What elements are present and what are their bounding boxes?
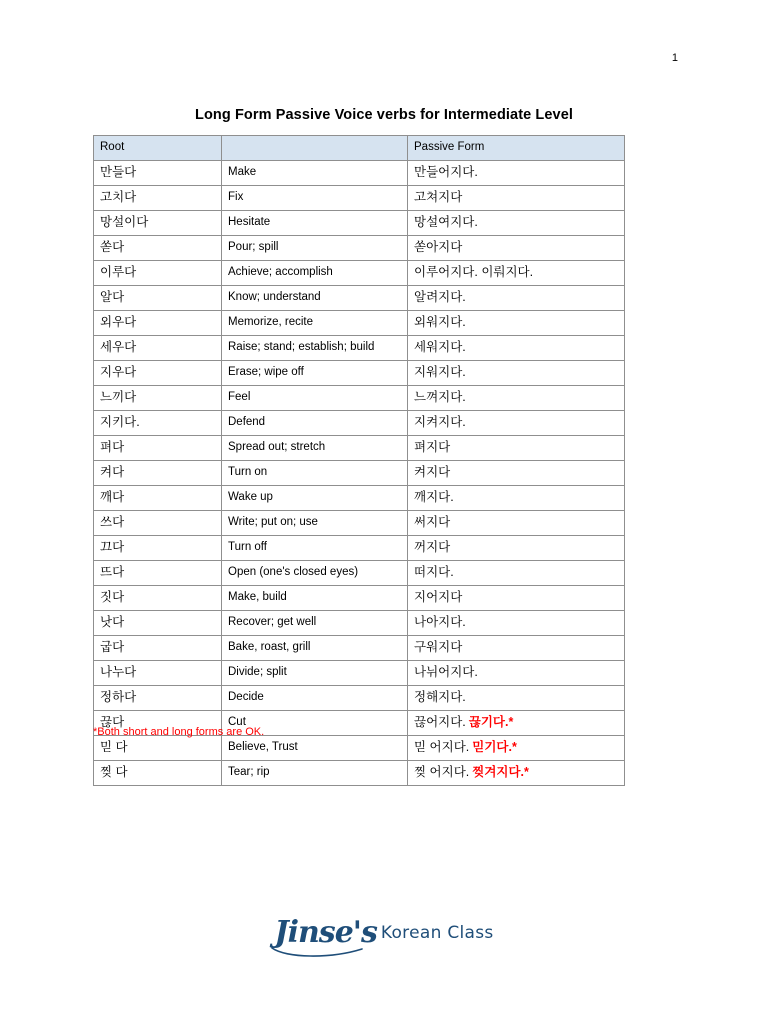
table-row <box>94 411 625 436</box>
cell-root: 지키다. <box>94 411 222 436</box>
table-row <box>94 761 625 786</box>
cell-root: 나누다 <box>94 661 222 686</box>
cell-meaning: Wake up <box>222 486 408 511</box>
passive-form-text: 외워지다. <box>414 315 466 330</box>
cell-root: 알다 <box>94 286 222 311</box>
cell-meaning: Hesitate <box>222 211 408 236</box>
cell-root: 찢 다 <box>94 761 222 786</box>
cell-meaning: Fix <box>222 186 408 211</box>
passive-form-text: 믿 어지다. <box>414 740 470 755</box>
cell-passive-form <box>408 336 625 361</box>
page-number: 1 <box>671 52 678 64</box>
cell-meaning: Tear; rip <box>222 761 408 786</box>
cell-root: 펴다 <box>94 436 222 461</box>
table-row <box>94 486 625 511</box>
passive-form-text: 세워지다. <box>414 340 466 355</box>
table-row <box>94 261 625 286</box>
cell-meaning: Open (one's closed eyes) <box>222 561 408 586</box>
cell-root: 고치다 <box>94 186 222 211</box>
cell-passive-form <box>408 536 625 561</box>
cell-meaning: Divide; split <box>222 661 408 686</box>
passive-form-text: 고쳐지다 <box>414 190 463 205</box>
cell-root: 쓰다 <box>94 511 222 536</box>
footnote: *Both short and long forms are OK. <box>93 726 265 738</box>
cell-meaning: Believe, Trust <box>222 736 408 761</box>
passive-form-alternate: 믿기다.* <box>472 740 517 755</box>
cell-meaning: Cut <box>222 711 408 736</box>
cell-root: 굽다 <box>94 636 222 661</box>
cell-meaning: Erase; wipe off <box>222 361 408 386</box>
passive-form-alternate: 찢겨지다.* <box>472 765 529 780</box>
cell-root: 쏟다 <box>94 236 222 261</box>
logo <box>0 915 768 950</box>
cell-root: 뜨다 <box>94 561 222 586</box>
table-row <box>94 736 625 761</box>
cell-passive-form <box>408 286 625 311</box>
cell-root: 믿 다 <box>94 736 222 761</box>
cell-passive-form <box>408 686 625 711</box>
passive-form-text: 쏟아지다 <box>414 240 463 255</box>
table-row <box>94 536 625 561</box>
cell-passive-form <box>408 511 625 536</box>
cell-meaning: Bake, roast, grill <box>222 636 408 661</box>
cell-root: 지우다 <box>94 361 222 386</box>
cell-passive-form <box>408 411 625 436</box>
passive-form-text: 정해지다. <box>414 690 466 705</box>
table-row <box>94 236 625 261</box>
table-row <box>94 336 625 361</box>
cell-root: 켜다 <box>94 461 222 486</box>
cell-meaning: Defend <box>222 411 408 436</box>
cell-meaning: Pour; spill <box>222 236 408 261</box>
table-row <box>94 661 625 686</box>
cell-passive-form <box>408 386 625 411</box>
cell-meaning: Write; put on; use <box>222 511 408 536</box>
passive-form-text: 느껴지다. <box>414 390 466 405</box>
logo-script-text: Jinse <box>274 915 353 950</box>
cell-root: 짓다 <box>94 586 222 611</box>
table-row <box>94 186 625 211</box>
table-row <box>94 561 625 586</box>
cell-root: 세우다 <box>94 336 222 361</box>
table-row <box>94 361 625 386</box>
passive-form-text: 만들어지다. <box>414 165 478 180</box>
passive-form-text: 알려지다. <box>414 290 466 305</box>
passive-form-alternate: 끊기다.* <box>468 715 514 730</box>
passive-form-text: 이루어지다. 이뤄지다. <box>414 265 534 280</box>
cell-passive-form <box>408 661 625 686</box>
cell-root: 낫다 <box>94 611 222 636</box>
table-row <box>94 686 625 711</box>
passive-form-text: 켜지다 <box>414 465 451 480</box>
cell-root: 이루다 <box>94 261 222 286</box>
cell-passive-form <box>408 261 625 286</box>
cell-passive-form <box>408 236 625 261</box>
table-row <box>94 586 625 611</box>
passive-form-text: 펴지다 <box>414 440 451 455</box>
logo-apostrophe: 's <box>352 915 377 950</box>
cell-root: 느끼다 <box>94 386 222 411</box>
cell-root: 끄다 <box>94 536 222 561</box>
passive-form-text: 써지다 <box>414 515 451 530</box>
cell-passive-form <box>408 711 625 736</box>
table-row <box>94 161 625 186</box>
table-row <box>94 636 625 661</box>
passive-form-text: 지어지다 <box>414 590 463 605</box>
cell-passive-form <box>408 636 625 661</box>
passive-form-text: 나아지다. <box>414 615 466 630</box>
table-row <box>94 511 625 536</box>
cell-passive-form <box>408 611 625 636</box>
table-row <box>94 436 625 461</box>
table-row <box>94 611 625 636</box>
cell-meaning: Recover; get well <box>222 611 408 636</box>
cell-meaning: Feel <box>222 386 408 411</box>
cell-passive-form <box>408 736 625 761</box>
table-row <box>94 461 625 486</box>
table-row <box>94 211 625 236</box>
passive-form-text: 구워지다 <box>414 640 463 655</box>
cell-meaning: Achieve; accomplish <box>222 261 408 286</box>
cell-root: 외우다 <box>94 311 222 336</box>
logo-label: Korean Class <box>380 922 494 943</box>
cell-meaning: Know; understand <box>222 286 408 311</box>
passive-form-text: 나뉘어지다. <box>414 665 478 680</box>
cell-root: 만들다 <box>94 161 222 186</box>
passive-form-text: 깨지다. <box>414 490 454 505</box>
passive-form-text: 지워지다. <box>414 365 466 380</box>
passive-verbs-table <box>93 135 625 786</box>
cell-meaning: Turn on <box>222 461 408 486</box>
cell-passive-form <box>408 761 625 786</box>
cell-root: 깨다 <box>94 486 222 511</box>
passive-form-text: 망설여지다. <box>414 215 478 230</box>
cell-passive-form <box>408 311 625 336</box>
cell-root: 망설이다 <box>94 211 222 236</box>
cell-passive-form <box>408 436 625 461</box>
passive-form-text: 지켜지다. <box>414 415 466 430</box>
passive-form-text: 끊어지다. <box>414 715 466 730</box>
passive-form-text: 꺼지다 <box>414 540 451 555</box>
cell-meaning: Memorize, recite <box>222 311 408 336</box>
passive-form-text: 찢 어지다. <box>414 765 470 780</box>
cell-passive-form <box>408 361 625 386</box>
cell-passive-form <box>408 161 625 186</box>
table-header-row <box>94 136 625 161</box>
cell-meaning: Make <box>222 161 408 186</box>
cell-meaning: Spread out; stretch <box>222 436 408 461</box>
column-header-passive-form: Passive Form <box>408 136 625 161</box>
cell-passive-form <box>408 561 625 586</box>
table-row <box>94 286 625 311</box>
page-title: Long Form Passive Voice verbs for Intermediate Level <box>194 107 574 123</box>
passive-form-text: 떠지다. <box>414 565 454 580</box>
logo-swash-icon <box>270 945 366 959</box>
cell-passive-form <box>408 211 625 236</box>
table-row <box>94 386 625 411</box>
table-row <box>94 311 625 336</box>
column-header-root: Root <box>94 136 222 161</box>
cell-passive-form <box>408 486 625 511</box>
cell-passive-form <box>408 186 625 211</box>
cell-meaning: Decide <box>222 686 408 711</box>
cell-root: 끊다 <box>94 711 222 736</box>
column-header-meaning <box>222 136 408 161</box>
cell-meaning: Raise; stand; establish; build <box>222 336 408 361</box>
cell-passive-form <box>408 586 625 611</box>
cell-passive-form <box>408 461 625 486</box>
cell-root: 정하다 <box>94 686 222 711</box>
cell-meaning: Make, build <box>222 586 408 611</box>
cell-meaning: Turn off <box>222 536 408 561</box>
